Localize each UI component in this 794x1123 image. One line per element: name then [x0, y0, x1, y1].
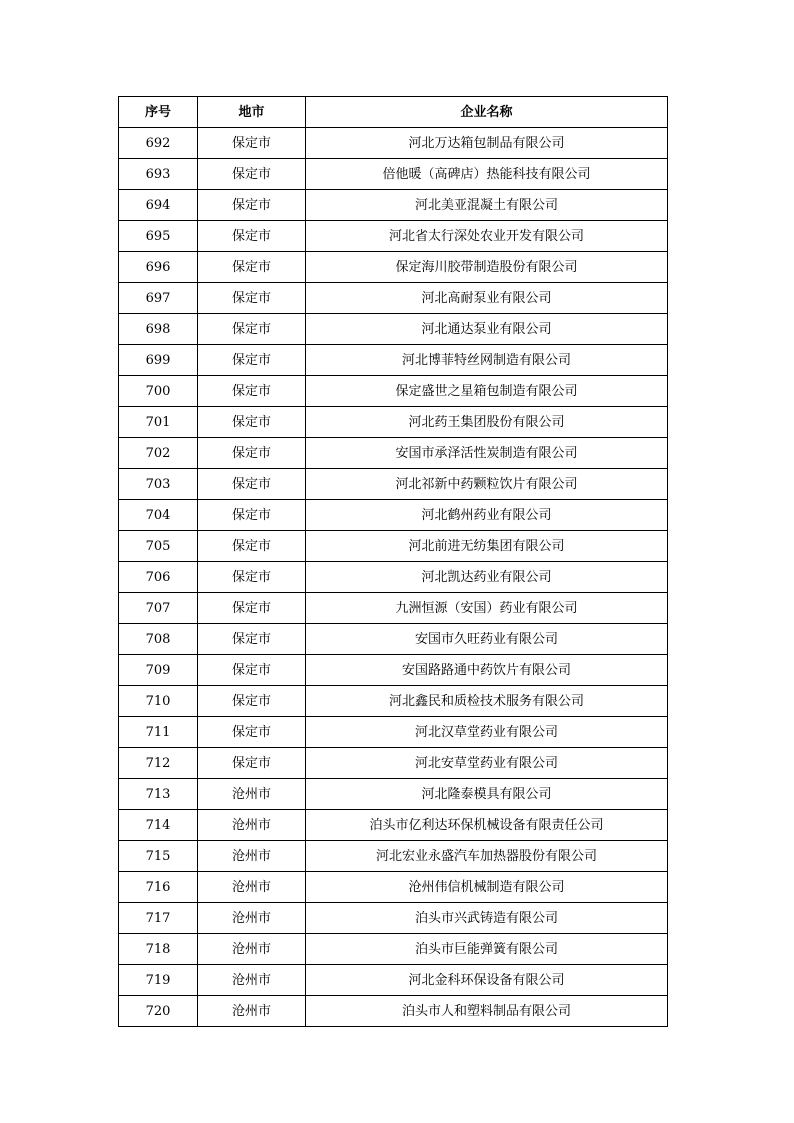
table-row — [119, 376, 668, 407]
cell-company: 河北安草堂药业有限公司 — [306, 748, 668, 779]
cell-city: 沧州市 — [198, 934, 306, 965]
cell-city: 保定市 — [198, 500, 306, 531]
cell-seq: 697 — [119, 283, 198, 314]
table-row — [119, 934, 668, 965]
cell-company: 河北鹤州药业有限公司 — [306, 500, 668, 531]
cell-seq: 714 — [119, 810, 198, 841]
cell-seq: 693 — [119, 159, 198, 190]
cell-company: 河北祁新中药颗粒饮片有限公司 — [306, 469, 668, 500]
cell-company: 沧州伟信机械制造有限公司 — [306, 872, 668, 903]
cell-city: 保定市 — [198, 469, 306, 500]
table-row — [119, 562, 668, 593]
cell-seq: 698 — [119, 314, 198, 345]
cell-seq: 708 — [119, 624, 198, 655]
table-row — [119, 531, 668, 562]
cell-company: 泊头市人和塑料制品有限公司 — [306, 996, 668, 1027]
table-row — [119, 283, 668, 314]
cell-seq: 706 — [119, 562, 198, 593]
cell-city: 沧州市 — [198, 841, 306, 872]
cell-seq: 707 — [119, 593, 198, 624]
header-company: 企业名称 — [306, 97, 668, 128]
cell-seq: 719 — [119, 965, 198, 996]
cell-seq: 712 — [119, 748, 198, 779]
cell-company: 泊头市兴武铸造有限公司 — [306, 903, 668, 934]
cell-city: 保定市 — [198, 128, 306, 159]
cell-company: 河北宏业永盛汽车加热器股份有限公司 — [306, 841, 668, 872]
cell-city: 保定市 — [198, 593, 306, 624]
cell-city: 沧州市 — [198, 996, 306, 1027]
table-row — [119, 872, 668, 903]
cell-city: 保定市 — [198, 190, 306, 221]
cell-seq: 699 — [119, 345, 198, 376]
cell-city: 沧州市 — [198, 810, 306, 841]
header-seq: 序号 — [119, 97, 198, 128]
cell-company: 保定盛世之星箱包制造有限公司 — [306, 376, 668, 407]
cell-company: 九洲恒源（安国）药业有限公司 — [306, 593, 668, 624]
table-row — [119, 314, 668, 345]
table-row — [119, 686, 668, 717]
cell-company: 河北凯达药业有限公司 — [306, 562, 668, 593]
cell-city: 保定市 — [198, 624, 306, 655]
cell-seq: 692 — [119, 128, 198, 159]
cell-seq: 711 — [119, 717, 198, 748]
cell-seq: 701 — [119, 407, 198, 438]
header-city: 地市 — [198, 97, 306, 128]
cell-city: 保定市 — [198, 655, 306, 686]
cell-city: 沧州市 — [198, 872, 306, 903]
table-row — [119, 655, 668, 686]
cell-company: 河北金科环保设备有限公司 — [306, 965, 668, 996]
cell-company: 安国市久旺药业有限公司 — [306, 624, 668, 655]
cell-company: 河北鑫民和质检技术服务有限公司 — [306, 686, 668, 717]
cell-company: 河北隆泰模具有限公司 — [306, 779, 668, 810]
table-row — [119, 748, 668, 779]
cell-seq: 718 — [119, 934, 198, 965]
cell-city: 沧州市 — [198, 965, 306, 996]
table-row — [119, 810, 668, 841]
cell-company: 泊头市巨能弹簧有限公司 — [306, 934, 668, 965]
cell-city: 保定市 — [198, 717, 306, 748]
cell-company: 保定海川胶带制造股份有限公司 — [306, 252, 668, 283]
cell-company: 河北通达泵业有限公司 — [306, 314, 668, 345]
cell-company: 河北前进无纺集团有限公司 — [306, 531, 668, 562]
cell-company: 河北高耐泵业有限公司 — [306, 283, 668, 314]
cell-company: 泊头市亿利达环保机械设备有限责任公司 — [306, 810, 668, 841]
table-row — [119, 500, 668, 531]
table-row — [119, 221, 668, 252]
table-row — [119, 345, 668, 376]
cell-city: 保定市 — [198, 562, 306, 593]
cell-company: 河北省太行深处农业开发有限公司 — [306, 221, 668, 252]
cell-company: 河北万达箱包制品有限公司 — [306, 128, 668, 159]
cell-city: 保定市 — [198, 748, 306, 779]
table-row — [119, 624, 668, 655]
cell-company: 河北汉草堂药业有限公司 — [306, 717, 668, 748]
table-row — [119, 438, 668, 469]
table-row — [119, 717, 668, 748]
cell-company: 河北博菲特丝网制造有限公司 — [306, 345, 668, 376]
cell-city: 保定市 — [198, 345, 306, 376]
cell-seq: 720 — [119, 996, 198, 1027]
table-row — [119, 779, 668, 810]
cell-city: 保定市 — [198, 376, 306, 407]
cell-seq: 709 — [119, 655, 198, 686]
table-row — [119, 965, 668, 996]
cell-city: 沧州市 — [198, 779, 306, 810]
cell-seq: 700 — [119, 376, 198, 407]
cell-city: 保定市 — [198, 686, 306, 717]
cell-seq: 694 — [119, 190, 198, 221]
table-row — [119, 841, 668, 872]
cell-company: 河北药王集团股份有限公司 — [306, 407, 668, 438]
cell-seq: 703 — [119, 469, 198, 500]
table-row — [119, 996, 668, 1027]
cell-seq: 717 — [119, 903, 198, 934]
table-row — [119, 903, 668, 934]
cell-city: 保定市 — [198, 314, 306, 345]
table-header-row — [119, 97, 668, 128]
cell-seq: 713 — [119, 779, 198, 810]
cell-city: 保定市 — [198, 221, 306, 252]
cell-seq: 695 — [119, 221, 198, 252]
table-row — [119, 252, 668, 283]
cell-seq: 716 — [119, 872, 198, 903]
cell-city: 保定市 — [198, 159, 306, 190]
table-row — [119, 469, 668, 500]
table-row — [119, 407, 668, 438]
cell-city: 沧州市 — [198, 903, 306, 934]
cell-company: 安国路路通中药饮片有限公司 — [306, 655, 668, 686]
table-row — [119, 159, 668, 190]
cell-city: 保定市 — [198, 283, 306, 314]
cell-seq: 715 — [119, 841, 198, 872]
enterprise-table — [118, 96, 668, 1027]
cell-city: 保定市 — [198, 407, 306, 438]
cell-seq: 710 — [119, 686, 198, 717]
table-row — [119, 593, 668, 624]
cell-city: 保定市 — [198, 531, 306, 562]
table-row — [119, 190, 668, 221]
cell-city: 保定市 — [198, 438, 306, 469]
cell-seq: 696 — [119, 252, 198, 283]
cell-company: 倍他暖（高碑店）热能科技有限公司 — [306, 159, 668, 190]
cell-company: 安国市承泽活性炭制造有限公司 — [306, 438, 668, 469]
cell-seq: 704 — [119, 500, 198, 531]
cell-seq: 702 — [119, 438, 198, 469]
cell-city: 保定市 — [198, 252, 306, 283]
cell-seq: 705 — [119, 531, 198, 562]
cell-company: 河北美亚混凝土有限公司 — [306, 190, 668, 221]
table-row — [119, 128, 668, 159]
